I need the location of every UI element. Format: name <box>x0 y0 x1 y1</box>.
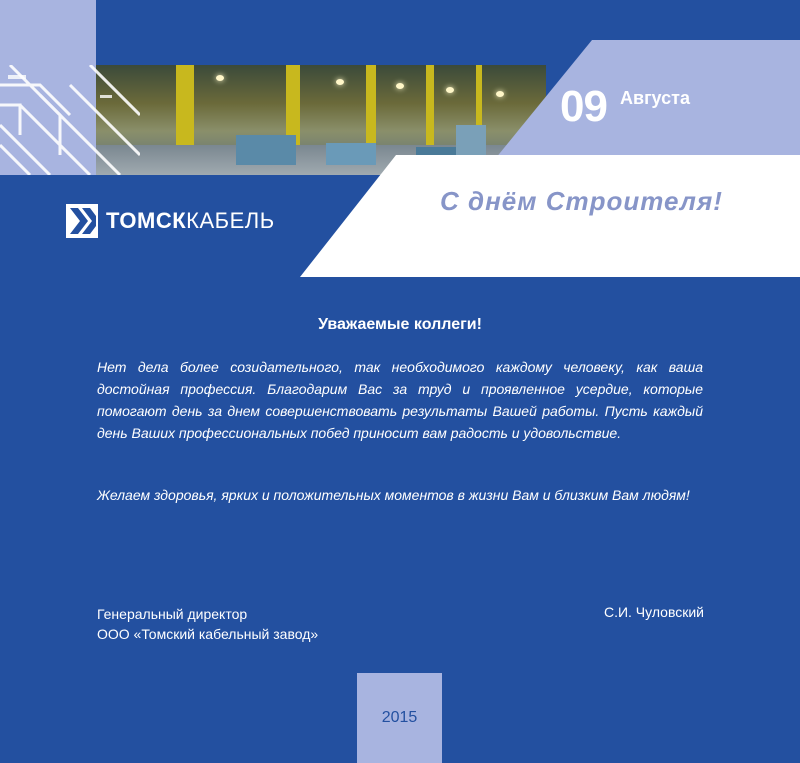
year-box <box>357 673 442 763</box>
letter-paragraph-1: Нет дела более созидательного, так необходимого каждому человеку, как ваша достойная профессия. Благодарим Вас за труд и проявленное усердие, которые помогают день за днем совершенствовать результаты Вашей работы. Пусть каждый день Ваших профессиональных побед приносит вам радость и удовольствие. <box>97 359 703 441</box>
logo-mark-icon <box>66 204 98 238</box>
cable-deco-graphic <box>0 65 140 175</box>
signatory-company: ООО «Томский кабельный завод» <box>97 626 319 642</box>
signatory-title <box>97 604 318 644</box>
year-label: 2015 <box>381 709 418 726</box>
letter-heading: Уважаемые коллеги! <box>318 316 482 333</box>
signatory-position: Генеральный директор <box>97 606 248 622</box>
date-day: 09 <box>560 82 607 131</box>
letter-paragraph-2: Желаем здоровья, ярких и положительных моментов в жизни Вам и близким Вам людям! <box>97 487 690 503</box>
company-logo <box>66 204 275 238</box>
date-month: Августа <box>620 88 690 108</box>
greeting-title: С днём Строителя! <box>440 186 723 216</box>
logo-wordmark: ТОМСККАБЕЛЬ <box>106 208 275 233</box>
signatory-name: С.И. Чуловский <box>603 604 704 620</box>
